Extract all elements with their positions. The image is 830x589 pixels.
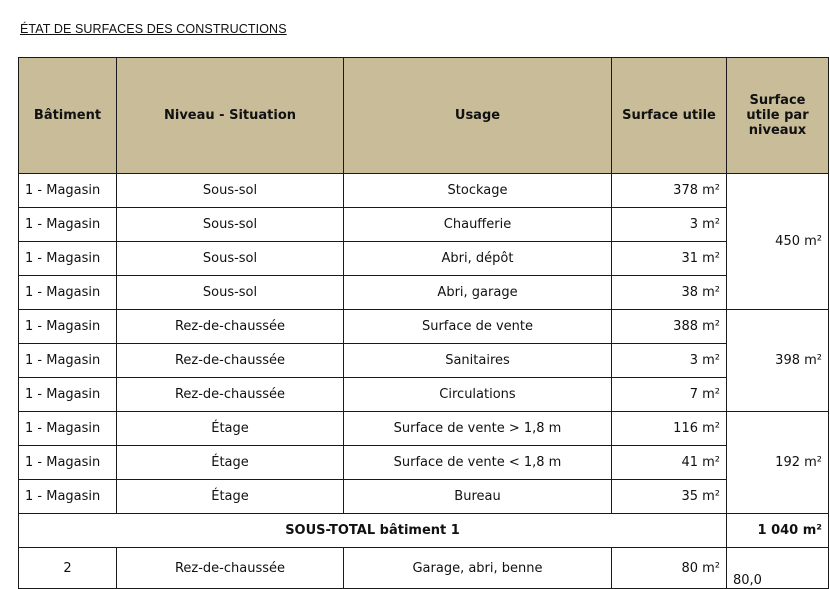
cell-usage: Bureau [344, 480, 612, 514]
cell-surface: 378 m² [612, 174, 727, 208]
subtotal-value: 1 040 m² [727, 514, 829, 548]
cell-batiment: 1 - Magasin [19, 378, 117, 412]
subtotal-row [19, 514, 829, 548]
cell-niveau: Étage [117, 412, 344, 446]
cell-niveau: Rez-de-chaussée [117, 344, 344, 378]
surfaces-table [18, 57, 829, 589]
header-usage: Usage [344, 58, 612, 174]
cell-niveau: Sous-sol [117, 242, 344, 276]
cell-batiment: 1 - Magasin [19, 344, 117, 378]
header-surface-utile: Surface utile [612, 58, 727, 174]
table-row [19, 174, 829, 208]
table-row [19, 344, 829, 378]
table-row [19, 276, 829, 310]
cell-batiment: 1 - Magasin [19, 446, 117, 480]
cell-niveau: Étage [117, 480, 344, 514]
level-total-rez-de-chaussee: 398 m² [727, 310, 829, 412]
cell-surface: 80 m² [612, 548, 727, 589]
cell-surface: 3 m² [612, 208, 727, 242]
cell-niveau: Sous-sol [117, 276, 344, 310]
table-row-batiment-2 [19, 548, 829, 589]
cell-batiment: 1 - Magasin [19, 208, 117, 242]
level-total-etage: 192 m² [727, 412, 829, 514]
cell-usage: Surface de vente > 1,8 m [344, 412, 612, 446]
table-header-row [19, 58, 829, 174]
cell-surface: 41 m² [612, 446, 727, 480]
cell-usage: Abri, dépôt [344, 242, 612, 276]
cell-usage: Surface de vente [344, 310, 612, 344]
cell-surface: 31 m² [612, 242, 727, 276]
cell-usage: Garage, abri, benne [344, 548, 612, 589]
cell-niveau: Étage [117, 446, 344, 480]
subtotal-label: SOUS-TOTAL bâtiment 1 [19, 514, 727, 548]
cell-surface: 38 m² [612, 276, 727, 310]
cell-niveau: Rez-de-chaussée [117, 378, 344, 412]
cell-usage: Abri, garage [344, 276, 612, 310]
cell-batiment: 1 - Magasin [19, 276, 117, 310]
cell-usage: Stockage [344, 174, 612, 208]
cell-surface: 116 m² [612, 412, 727, 446]
table-row [19, 242, 829, 276]
header-batiment: Bâtiment [19, 58, 117, 174]
cell-usage: Circulations [344, 378, 612, 412]
cell-usage: Surface de vente < 1,8 m [344, 446, 612, 480]
table-row [19, 412, 829, 446]
cell-batiment: 2 [19, 548, 117, 589]
table-row [19, 208, 829, 242]
table-row [19, 480, 829, 514]
level-total-batiment-2: 80,0 [727, 548, 829, 589]
cell-usage: Sanitaires [344, 344, 612, 378]
cell-batiment: 1 - Magasin [19, 310, 117, 344]
cell-surface: 388 m² [612, 310, 727, 344]
cell-niveau: Sous-sol [117, 208, 344, 242]
header-surface-par-niveaux: Surface utile par niveaux [727, 58, 829, 174]
cell-niveau: Rez-de-chaussée [117, 310, 344, 344]
cell-surface: 7 m² [612, 378, 727, 412]
cell-batiment: 1 - Magasin [19, 412, 117, 446]
cell-niveau: Rez-de-chaussée [117, 548, 344, 589]
cell-surface: 35 m² [612, 480, 727, 514]
cell-niveau: Sous-sol [117, 174, 344, 208]
cell-surface: 3 m² [612, 344, 727, 378]
table-row [19, 378, 829, 412]
table-row [19, 310, 829, 344]
cell-batiment: 1 - Magasin [19, 174, 117, 208]
cell-usage: Chaufferie [344, 208, 612, 242]
level-total-sous-sol: 450 m² [727, 174, 829, 310]
document-title: ÉTAT DE SURFACES DES CONSTRUCTIONS [20, 22, 287, 36]
table-row [19, 446, 829, 480]
cell-batiment: 1 - Magasin [19, 242, 117, 276]
header-niveau: Niveau - Situation [117, 58, 344, 174]
cell-batiment: 1 - Magasin [19, 480, 117, 514]
